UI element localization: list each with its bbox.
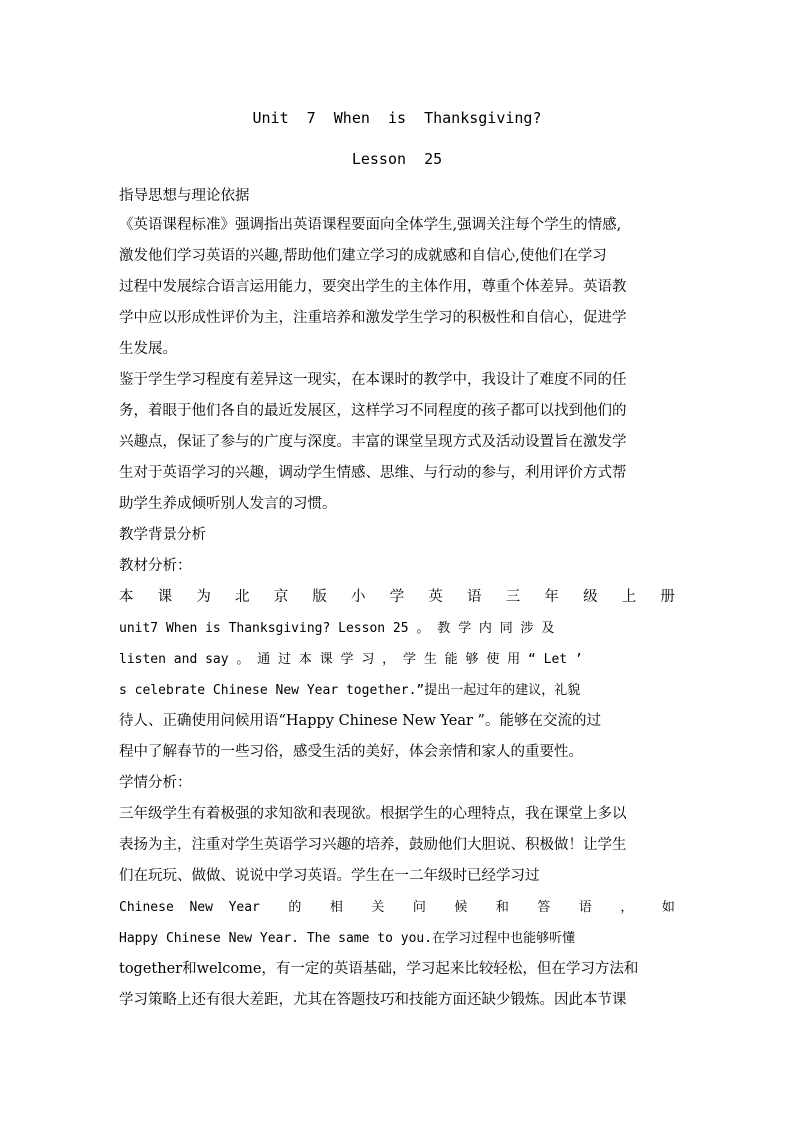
text-line: 激发他们学习英语的兴趣,帮助他们建立学习的成就感和自信心,使他们在学习 bbox=[119, 248, 607, 264]
unit-title: Unit 7 When is Thanksgiving? bbox=[252, 109, 542, 127]
text-word: 语 bbox=[578, 900, 592, 915]
text-line: 鉴于学生学习程度有差异这一现实，在本课时的教学中，我设计了难度不同的任 bbox=[119, 372, 627, 388]
text-word: 为 bbox=[196, 589, 211, 605]
text-word: 本 bbox=[119, 589, 134, 605]
text-word: 候 bbox=[454, 900, 468, 915]
text-line: unit7 When is Thanksgiving? Lesson 25 。 教 学 内 同 涉 及 bbox=[119, 621, 555, 636]
text-word: 语 bbox=[467, 589, 482, 605]
text-line: 助学生养成倾听别人发言的习惯。 bbox=[119, 496, 337, 512]
text-line: 三年级学生有着极强的求知欲和表现欲。根据学生的心理特点，我在课堂上多以 bbox=[119, 806, 627, 822]
text-word: 课 bbox=[157, 589, 173, 605]
paragraph-guiding-thought bbox=[119, 210, 675, 520]
text-line: 《英语课程标准》强调指出英语课程要面向全体学生,强调关注每个学生的情感, bbox=[119, 217, 622, 233]
text-line: together和welcome，有一定的英语基础，学习起来比较轻松，但在学习方法和 bbox=[119, 961, 639, 977]
heading-teaching-background: 教学背景分析 bbox=[119, 527, 206, 543]
document-content bbox=[119, 100, 675, 1016]
text-word: 的 bbox=[288, 900, 302, 915]
heading-student-analysis: 学情分析： bbox=[119, 775, 192, 791]
lesson-title: Lesson 25 bbox=[351, 150, 443, 168]
text-word: 答 bbox=[537, 900, 551, 915]
text-word: 和 bbox=[495, 900, 509, 915]
text-word: 北 bbox=[235, 589, 250, 605]
text-line: 表扬为主，注重对学生英语学习兴趣的培养，鼓励他们大胆说、积极做！让学生 bbox=[119, 837, 627, 853]
text-word: ， bbox=[620, 900, 634, 915]
text-word: 学 bbox=[389, 589, 405, 605]
text-line: Happy Chinese New Year. The same to you.在学习过程中也能够听懂 bbox=[119, 931, 576, 946]
paragraph-student-analysis bbox=[119, 799, 675, 1016]
text-line bbox=[119, 675, 675, 706]
text-line-justified bbox=[119, 892, 675, 923]
heading-textbook-analysis: 教材分析： bbox=[119, 558, 192, 574]
text-line: 过程中发展综合语言运用能力，要突出学生的主体作用，尊重个体差异。英语教 bbox=[119, 279, 627, 295]
text-word: 问 bbox=[412, 900, 426, 915]
text-word: 英 bbox=[428, 589, 443, 605]
text-line: 兴趣点，保证了参与的广度与深度。丰富的课堂呈现方式及活动设置旨在激发学 bbox=[119, 434, 627, 450]
text-line: 务，着眼于他们各自的最近发展区，这样学习不同程度的孩子都可以找到他们的 bbox=[119, 403, 627, 419]
text-word: 小 bbox=[351, 589, 366, 605]
text-word: 上 bbox=[621, 589, 637, 605]
text-line: 生发展。 bbox=[119, 341, 177, 357]
text-word: 版 bbox=[312, 589, 327, 605]
text-word: Chinese New Year bbox=[119, 900, 260, 915]
text-line-justified bbox=[119, 582, 675, 613]
text-line: listen and say 。 通 过 本 课 学 习 ， 学 生 能 够 使 用 “ Let ’ bbox=[119, 652, 583, 667]
heading-guiding-thought: 指导思想与理论依据 bbox=[119, 188, 250, 204]
text-word: 如 bbox=[661, 900, 675, 915]
text-word: 册 bbox=[660, 589, 675, 605]
text-word: 京 bbox=[273, 589, 289, 605]
paragraph-textbook-analysis bbox=[119, 582, 675, 768]
text-line: 学中应以形成性评价为主，注重培养和激发学生学习的积极性和自信心，促进学 bbox=[119, 310, 627, 326]
text-word: 关 bbox=[371, 900, 385, 915]
text-line: 程中了解春节的一些习俗，感受生活的美好，体会亲情和家人的重要性。 bbox=[119, 744, 583, 760]
text-word: 相 bbox=[329, 900, 343, 915]
text-word: 级 bbox=[583, 589, 598, 605]
text-line: 待人、正确使用问候用语“Happy Chinese New Year ”。能够在交流的过 bbox=[119, 713, 601, 729]
text-word: 年 bbox=[544, 589, 559, 605]
text-line: 们在玩玩、做做、说说中学习英语。学生在一二年级时已经学习过 bbox=[119, 868, 540, 884]
text-line: 学习策略上还有很大差距，尤其在答题技巧和技能方面还缺少锻炼。因此本节课 bbox=[119, 992, 627, 1008]
text-word: 三 bbox=[505, 589, 521, 605]
text-line-content: s celebrate Chinese New Year together.”提出一起过年的建议，礼貌 bbox=[119, 683, 581, 698]
text-line: 生对于英语学习的兴趣，调动学生情感、思维、与行动的参与，利用评价方式帮 bbox=[119, 465, 627, 481]
